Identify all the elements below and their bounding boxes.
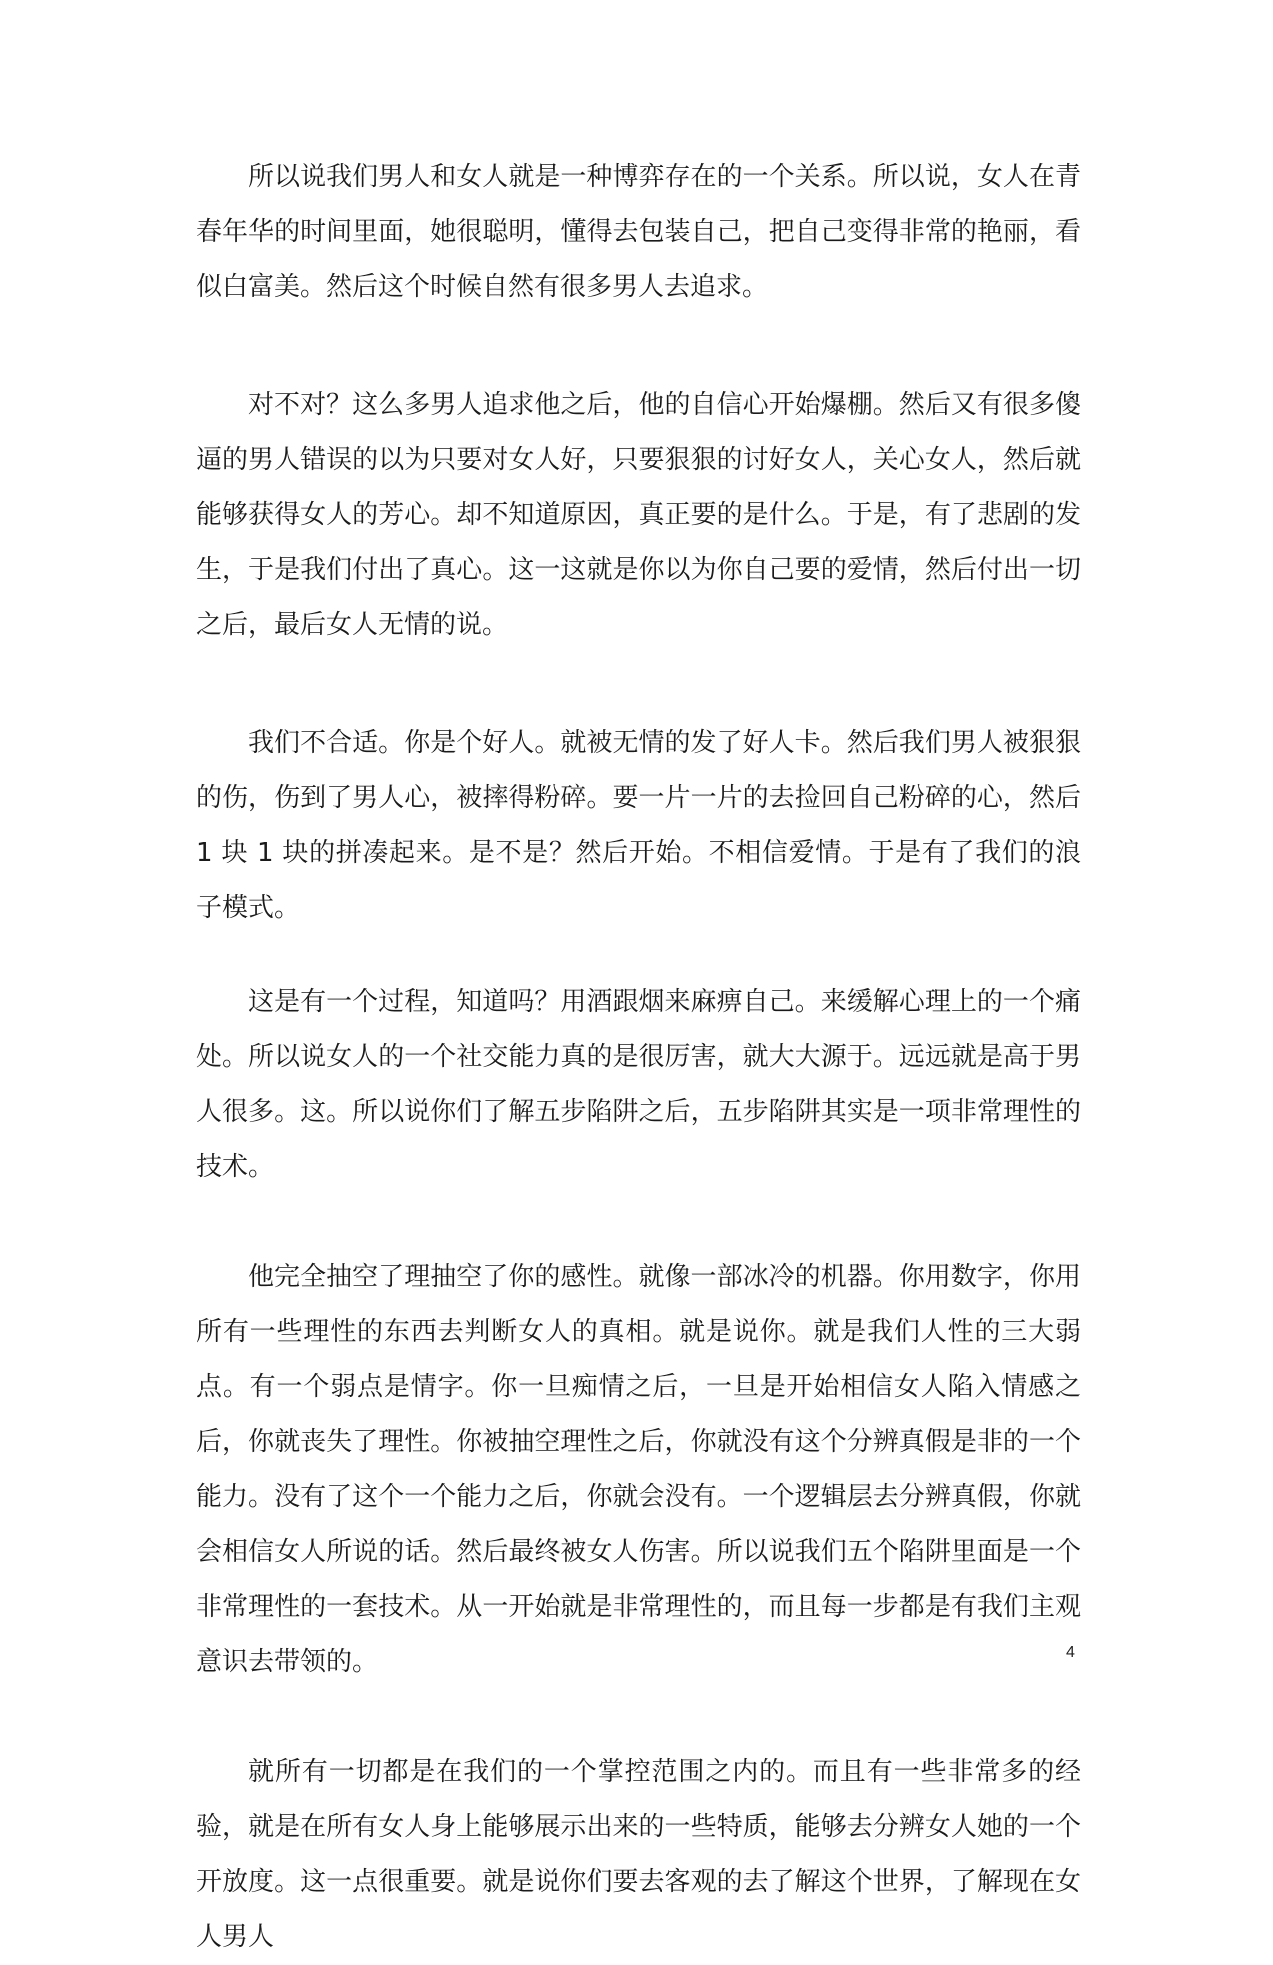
paragraph-3: 我们不合适。你是个好人。就被无情的发了好人卡。然后我们男人被狠狠的伤，伤到了男人心，被摔得粉碎。要一片一片的去捡回自己粉碎的心，然后 1 块 1 块的拼凑起来。是不是？然后开始。不相信爱情。于是有了我们的浪子模式。 [196,728,1081,923]
paragraph-1: 所以说我们男人和女人就是一种博弈存在的一个关系。所以说，女人在青春年华的时间里面，她很聪明，懂得去包装自己，把自己变得非常的艳丽，看似白富美。然后这个时候自然有很多男人去追求。 [196,162,1081,302]
paragraph-6: 就所有一切都是在我们的一个掌控范围之内的。而且有一些非常多的经验，就是在所有女人身上能够展示出来的一些特质，能够去分辨女人她的一个开放度。这一点很重要。就是说你们要去客观的去了解这个世界，了解现在女人男人 [196,1757,1081,1952]
page-number: 4 [1066,1644,1075,1661]
paragraph-2: 对不对？这么多男人追求他之后，他的自信心开始爆棚。然后又有很多傻逼的男人错误的以为只要对女人好，只要狠狠的讨好女人，关心女人，然后就能够获得女人的芳心。却不知道原因，真正要的是什么。于是，有了悲剧的发生，于是我们付出了真心。这一这就是你以为你自己要的爱情，然后付出一切之后，最后女人无情的说。 [196,390,1081,640]
paragraph-4: 这是有一个过程，知道吗？用酒跟烟来麻痹自己。来缓解心理上的一个痛处。所以说女人的一个社交能力真的是很厉害，就大大源于。远远就是高于男人很多。这。所以说你们了解五步陷阱之后，五步陷阱其实是一项非常理性的技术。 [196,987,1081,1182]
document-body [196,150,1081,1965]
paragraph-5: 他完全抽空了理抽空了你的感性。就像一部冰冷的机器。你用数字，你用所有一些理性的东西去判断女人的真相。就是说你。就是我们人性的三大弱点。有一个弱点是情字。你一旦痴情之后，一旦是开始相信女人陷入情感之后，你就丧失了理性。你被抽空理性之后，你就没有这个分辨真假是非的一个能力。没有了这个一个能力之后，你就会没有。一个逻辑层去分辨真假，你就会相信女人所说的话。然后最终被女人伤害。所以说我们五个陷阱里面是一个非常理性的一套技术。从一开始就是非常理性的，而且每一步都是有我们主观意识去带领的。 [196,1262,1081,1677]
